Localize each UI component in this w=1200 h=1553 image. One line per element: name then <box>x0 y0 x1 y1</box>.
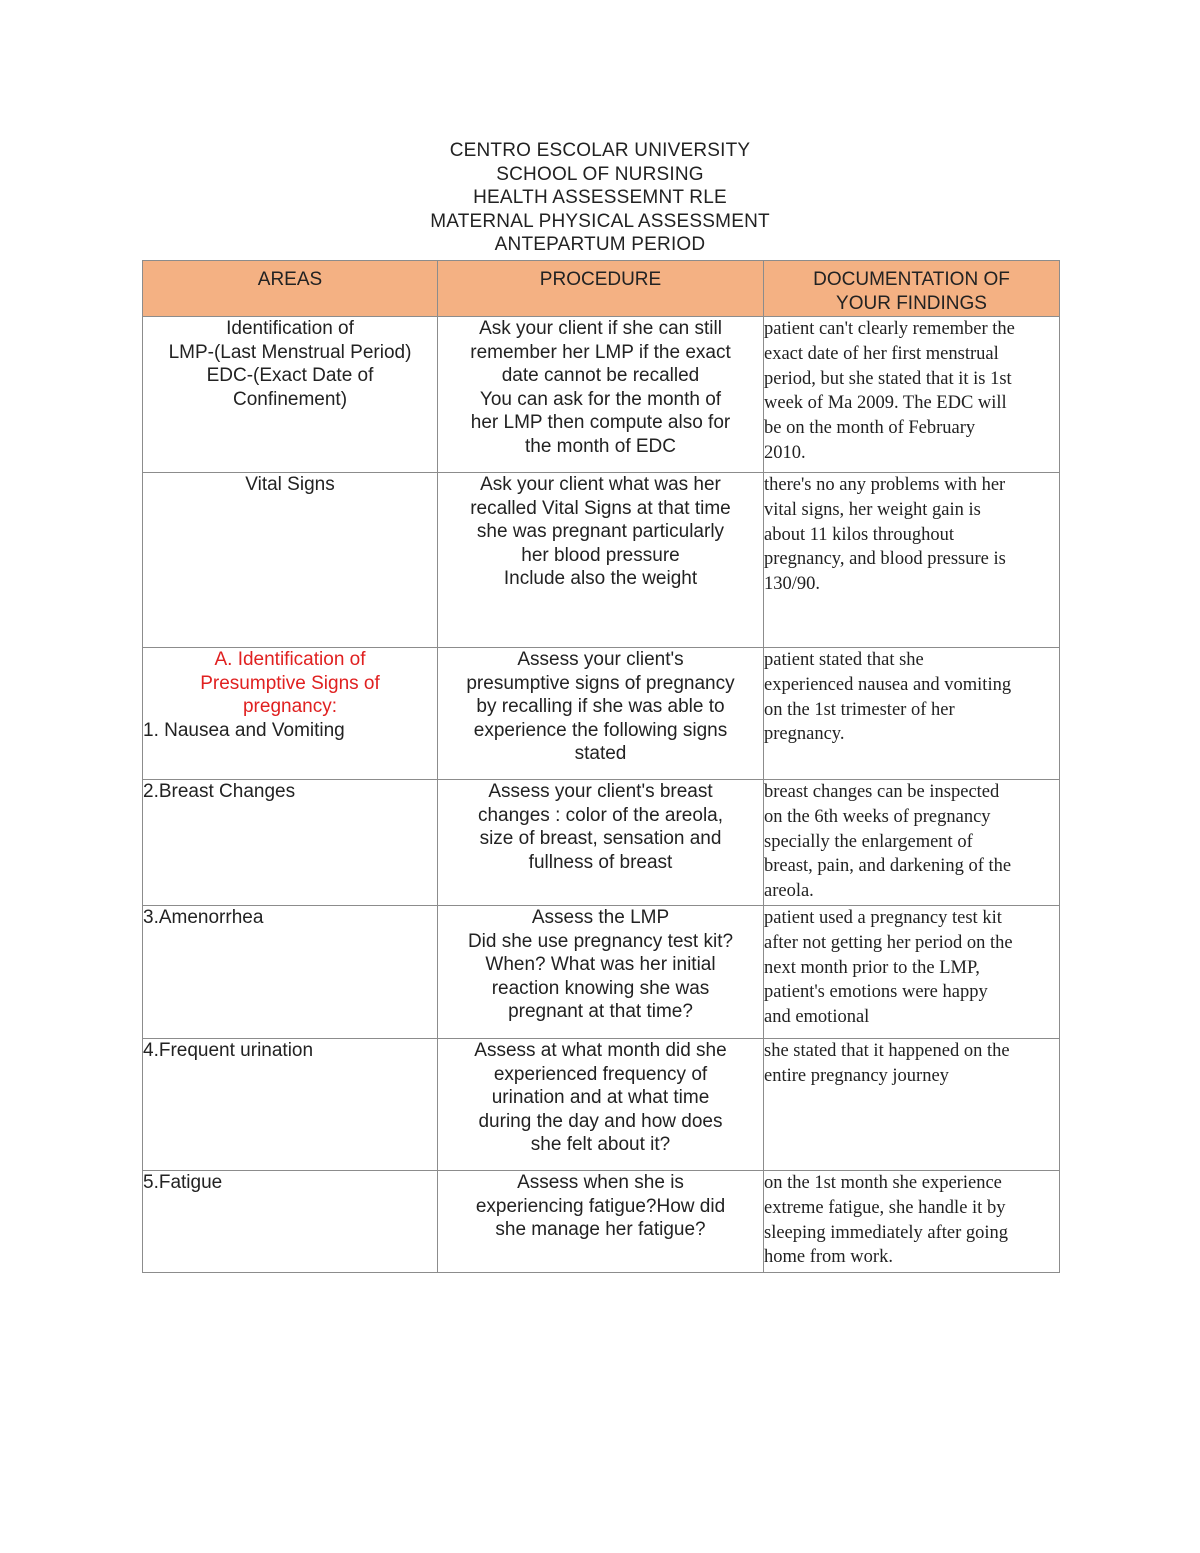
header-documentation: DOCUMENTATION OF YOUR FINDINGS <box>764 261 1060 317</box>
table-row <box>143 1039 1060 1171</box>
period-title: ANTEPARTUM PERIOD <box>494 234 706 255</box>
course-title: HEALTH ASSESSEMNT RLE <box>473 187 727 208</box>
header-areas: AREAS <box>143 261 438 317</box>
header-procedure: PROCEDURE <box>438 261 764 317</box>
area-cell: 5.Fatigue <box>143 1171 438 1273</box>
procedure-cell: Assess at what month did she experienced frequency of urination and at what time during the day and how does she felt about it? <box>438 1039 764 1171</box>
table-row <box>143 780 1060 906</box>
document-header <box>0 139 1200 257</box>
documentation-cell: breast changes can be inspected on the 6th weeks of pregnancy specially the enlargement of breast, pain, and darkening of the areola. <box>764 780 1060 906</box>
table-row <box>143 1171 1060 1273</box>
area-cell: 3.Amenorrhea <box>143 906 438 1039</box>
documentation-cell: on the 1st month she experience extreme fatigue, she handle it by sleeping immediately after going home from work. <box>764 1171 1060 1273</box>
documentation-cell: patient can't clearly remember the exact date of her first menstrual period, but she stated that it is 1st week of Ma 2009. The EDC will be on the month of February 2010. <box>764 317 1060 473</box>
table-row <box>143 317 1060 473</box>
procedure-cell: Assess your client's breast changes : color of the areola, size of breast, sensation and fullness of breast <box>438 780 764 906</box>
assessment-table <box>142 260 1060 1273</box>
area-cell: 2.Breast Changes <box>143 780 438 906</box>
procedure-cell: Ask your client if she can still remember her LMP if the exact date cannot be recalled You can ask for the month of her LMP then compute also for the month of EDC <box>438 317 764 473</box>
procedure-cell: Assess when she is experiencing fatigue?How did she manage her fatigue? <box>438 1171 764 1273</box>
documentation-cell: she stated that it happened on the entire pregnancy journey <box>764 1039 1060 1171</box>
section-heading: A. Identification of <box>214 649 366 670</box>
area-cell: 4.Frequent urination <box>143 1039 438 1171</box>
procedure-cell: Ask your client what was her recalled Vital Signs at that time she was pregnant particularly her blood pressure Include also the weight <box>438 473 764 648</box>
university-name: CENTRO ESCOLAR UNIVERSITY <box>449 140 751 161</box>
table-row <box>143 473 1060 648</box>
procedure-cell: Assess the LMP Did she use pregnancy test kit? When? What was her initial reaction knowing she was pregnant at that time? <box>438 906 764 1039</box>
table-row <box>143 648 1060 780</box>
procedure-cell: Assess your client's presumptive signs of pregnancy by recalling if she was able to experience the following signs stated <box>438 648 764 780</box>
documentation-cell: patient used a pregnancy test kit after not getting her period on the next month prior to the LMP, patient's emotions were happy and emotional <box>764 906 1060 1039</box>
section-heading: pregnancy: <box>242 696 337 717</box>
documentation-cell: patient stated that she experienced nausea and vomiting on the 1st trimester of her pregnancy. <box>764 648 1060 780</box>
area-cell: A. Identification of Presumptive Signs of pregnancy: 1. Nausea and Vomiting <box>143 648 438 780</box>
documentation-cell: there's no any problems with her vital signs, her weight gain is about 11 kilos throughout pregnancy, and blood pressure is 130/90. <box>764 473 1060 648</box>
table-header-row <box>143 261 1060 317</box>
table-row <box>143 906 1060 1039</box>
section-heading: Presumptive Signs of <box>200 672 380 694</box>
assessment-title: MATERNAL PHYSICAL ASSESSMENT <box>430 210 770 232</box>
area-cell: Identification of LMP-(Last Menstrual Period) EDC-(Exact Date of Confinement) <box>143 317 438 473</box>
area-cell: Vital Signs <box>143 473 438 648</box>
school-name: SCHOOL OF NURSING <box>496 163 704 185</box>
